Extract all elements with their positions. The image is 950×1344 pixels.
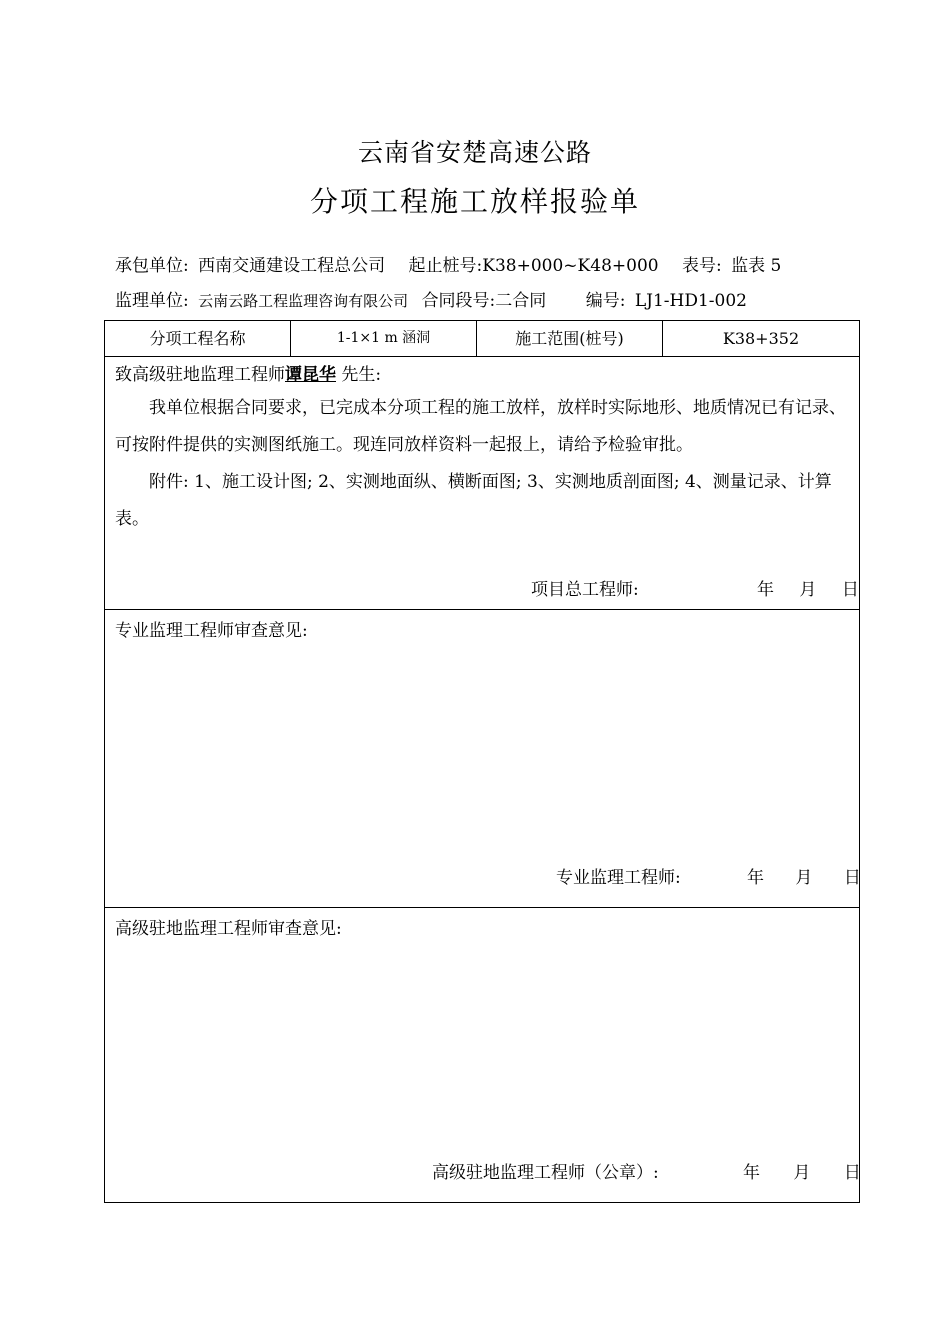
addressee-suffix: 先生: <box>341 365 382 385</box>
specialist-review-heading: 专业监理工程师审查意见: <box>115 621 308 641</box>
form-value: 监表 5 <box>731 256 782 276</box>
number-label: 编号: <box>585 291 626 311</box>
form-header-row <box>105 321 859 357</box>
item-name-label: 分项工程名称 <box>105 321 291 356</box>
senior-review-section <box>105 908 859 1202</box>
info-line-2 <box>115 286 747 311</box>
section-value: 二合同 <box>495 291 547 311</box>
day-label: 日 <box>841 580 859 600</box>
year-label: 年 <box>757 580 774 600</box>
chief-engineer-signature: 项目总工程师: <box>531 580 639 600</box>
senior-review-heading: 高级驻地监理工程师审查意见: <box>115 919 342 939</box>
section-label: 合同段号: <box>421 291 496 311</box>
attachments-paragraph: 附件: 1、施工设计图; 2、实测地面纵、横断面图; 3、实测地质剖面图; 4、测量记录、计算表。 <box>115 472 832 529</box>
stake-label: 起止桩号: <box>408 256 483 276</box>
page-title-line2: 分项工程施工放样报验单 <box>309 185 640 218</box>
report-form <box>104 320 860 1203</box>
supervisor-label: 监理单位: <box>115 291 189 311</box>
date-fields-1 <box>757 575 859 600</box>
date-fields-3 <box>743 1158 861 1183</box>
number-value: LJ1-HD1-002 <box>634 291 747 311</box>
day-label: 日 <box>843 1163 861 1183</box>
year-label: 年 <box>747 868 764 888</box>
range-label: 施工范围(桩号) <box>477 321 663 356</box>
item-name-value: 1-1×1 m 涵洞 <box>291 321 477 356</box>
addressee-prefix: 致高级驻地监理工程师 <box>115 365 285 385</box>
addressee-name: 谭昆华 <box>285 365 336 385</box>
month-label: 月 <box>795 868 813 888</box>
request-paragraph: 我单位根据合同要求，已完成本分项工程的施工放样，放样时实际地形、地质情况已有记录、可按附件提供的实测图纸施工。现连同放样资料一起报上，请给予检验审批。 <box>115 398 846 455</box>
month-label: 月 <box>799 580 817 600</box>
month-label: 月 <box>793 1163 811 1183</box>
addressee-line <box>115 360 381 385</box>
day-label: 日 <box>843 868 861 888</box>
contractor-label: 承包单位: <box>115 256 189 276</box>
stake-value: K38+000~K48+000 <box>482 256 659 276</box>
form-label: 表号: <box>681 256 722 276</box>
contractor-section <box>105 357 859 610</box>
contractor-value: 西南交通建设工程总公司 <box>198 256 386 276</box>
senior-signature: 高级驻地监理工程师（公章）: <box>432 1163 659 1183</box>
specialist-signature: 专业监理工程师: <box>556 868 681 888</box>
date-fields-2 <box>747 863 861 888</box>
specialist-review-section <box>105 610 859 908</box>
year-label: 年 <box>743 1163 760 1183</box>
range-value: K38+352 <box>722 329 800 348</box>
supervisor-value: 云南云路工程监理咨询有限公司 <box>198 292 409 310</box>
info-line-1 <box>115 251 781 276</box>
page-title-line1: 云南省安楚高速公路 <box>357 138 592 167</box>
